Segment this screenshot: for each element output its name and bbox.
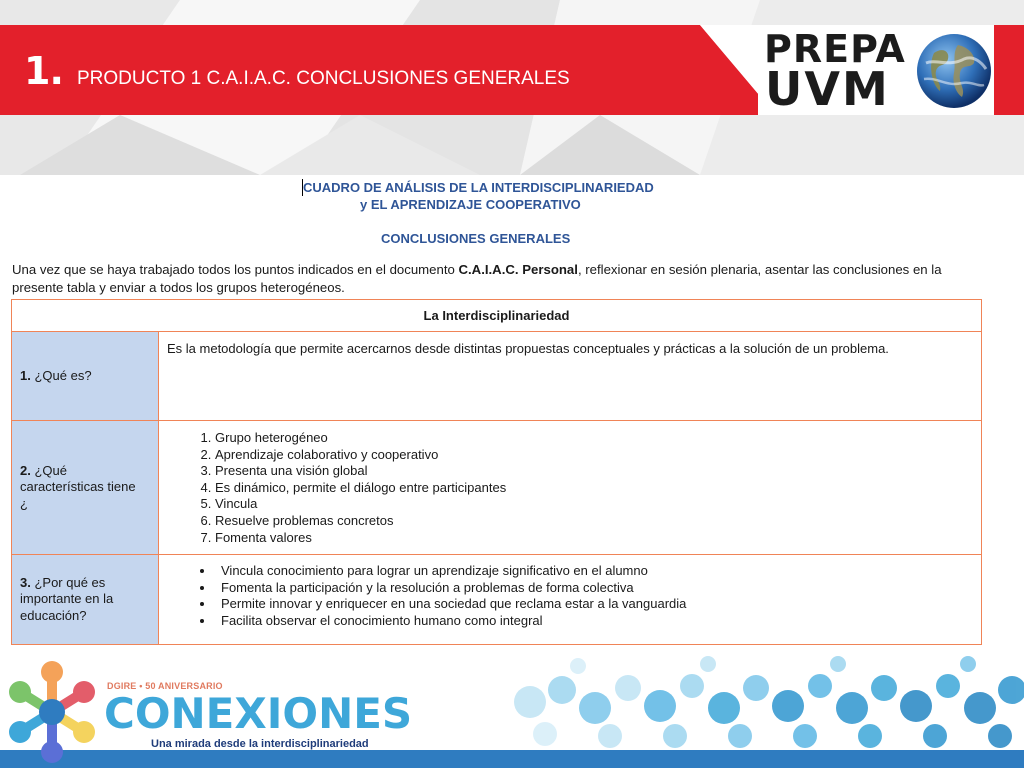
list-item: • Permite innovar y enriquecer en una sociedad que reclama estar a la vanguardia (215, 596, 973, 613)
list-item: 5. Vincula (215, 496, 973, 513)
answer-cell-2 (159, 421, 982, 555)
conexiones-tagline: Una mirada desde la interdisciplinariedad (151, 738, 369, 750)
doc-subheading: CONCLUSIONES GENERALES (381, 231, 571, 246)
question-cell-3 (12, 555, 159, 645)
characteristics-list (167, 430, 973, 546)
logo-prepa-text: PREPA (764, 27, 906, 71)
list-item: 3. Presenta una visión global (215, 463, 973, 480)
list-item: 4. Es dinámico, permite el diálogo entre participantes (215, 480, 973, 497)
question-cell-1 (12, 332, 159, 421)
question-cell-2 (12, 421, 159, 555)
list-item: 6. Resuelve problemas concretos (215, 513, 973, 530)
question-number: 3. (20, 574, 31, 590)
intro-text-2: , reflexionar en sesión plenaria, asentar las conclusiones en la presente tabla y enviar a todos los grupos heterogéneos. (12, 262, 942, 295)
slide-number: 1. (24, 49, 63, 93)
intro-paragraph (12, 261, 972, 297)
importance-list (167, 563, 973, 629)
conexiones-brand: CONEXIONES (104, 689, 413, 738)
question-number: 1. (20, 367, 31, 383)
question-text: ¿Qué características tiene ¿ (20, 462, 136, 511)
dgire-label: DGIRE • 50 ANIVERSARIO (107, 681, 223, 691)
doc-heading-2: y EL APRENDIZAJE COOPERATIVO (360, 197, 581, 212)
list-item: • Fomenta la participación y la resolución a problemas de forma colectiva (215, 580, 973, 597)
intro-text-1: Una vez que se haya trabajado todos los puntos indicados en el documento (12, 262, 459, 277)
question-text: ¿Por qué es importante en la educación? (20, 574, 114, 623)
list-item: • Facilita observar el conocimiento humano como integral (215, 613, 973, 630)
page-title: PRODUCTO 1 C.A.I.A.C. CONCLUSIONES GENERALES (77, 68, 570, 89)
question-text: ¿Qué es? (34, 367, 92, 383)
question-number: 2. (20, 462, 31, 478)
intro-text-bold: C.A.I.A.C. Personal (458, 262, 578, 277)
table-header: La Interdisciplinariedad (12, 300, 982, 332)
globe-icon (916, 33, 992, 109)
list-item: 2. Aprendizaje colaborativo y cooperativo (215, 447, 973, 464)
list-item: • Vincula conocimiento para lograr un aprendizaje significativo en el alumno (215, 563, 973, 580)
doc-heading-1: CUADRO DE ANÁLISIS DE LA INTERDISCIPLINARIEDAD (303, 180, 654, 195)
answer-cell-1: Es la metodología que permite acercarnos desde distintas propuestas conceptuales y prácticas a la solución de un problema. (159, 332, 982, 421)
answer-cell-3 (159, 555, 982, 645)
conexiones-emblem (9, 661, 95, 763)
analysis-table (11, 299, 982, 645)
logo-uvm-text: UVM (765, 62, 890, 116)
list-item: 1. Grupo heterogéneo (215, 430, 973, 447)
list-item: 7. Fomenta valores (215, 530, 973, 547)
